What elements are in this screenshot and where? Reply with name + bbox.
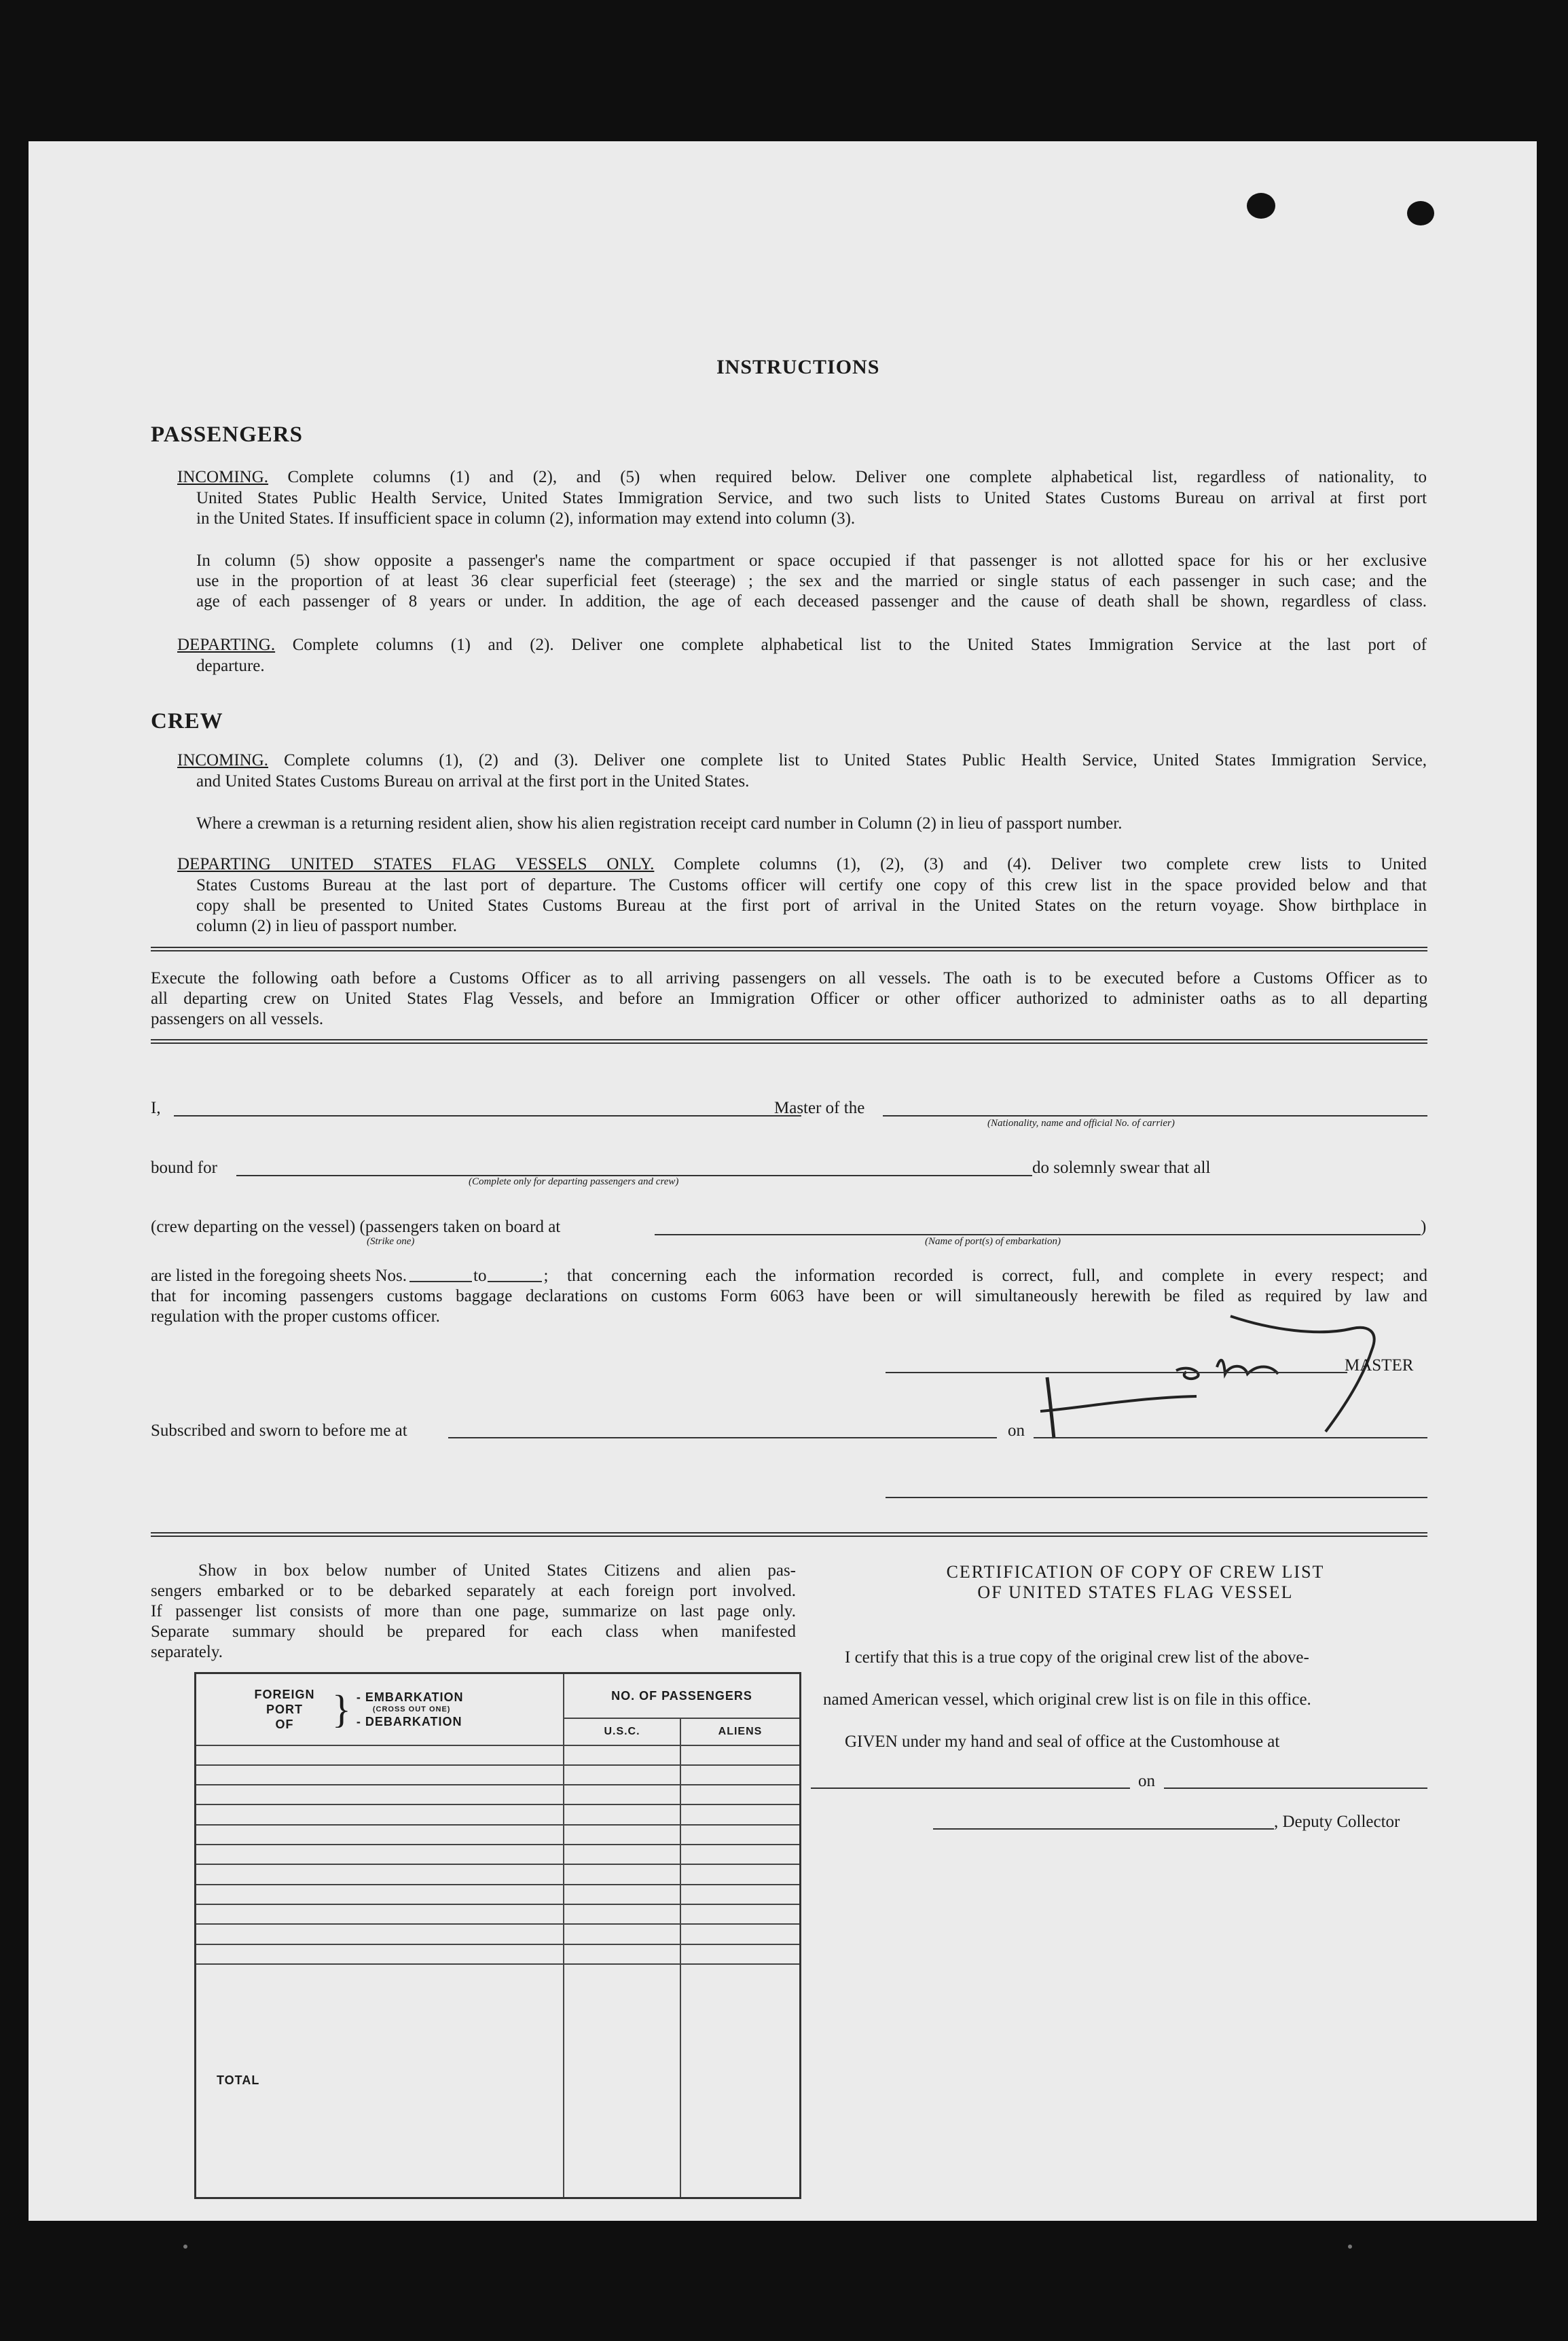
text-line: FOREIGN — [254, 1687, 315, 1701]
usc-cell[interactable] — [564, 1944, 680, 1964]
embarkation-options — [357, 1690, 464, 1729]
text-line: Execute the following oath before a Customs Officer as to all arriving passengers on all vessels. The oath is to be executed before a Customs Officer as to — [151, 969, 1427, 987]
passengers-column5-text — [196, 551, 1427, 612]
scan-speck — [183, 2245, 187, 2249]
scan-speck — [1348, 2245, 1352, 2249]
usc-cell[interactable] — [564, 1804, 680, 1824]
port-cell[interactable] — [196, 1825, 564, 1845]
text-line: copy shall be presented to United States Customs Bureau at the first port of arrival in the United States on the return voyage. Show birthplace in — [196, 896, 1427, 915]
brace-icon: } — [332, 1687, 351, 1732]
aliens-cell[interactable] — [680, 1804, 801, 1824]
swear-text: do solemnly swear that all — [1032, 1159, 1211, 1177]
table-row — [196, 1885, 801, 1904]
aliens-cell[interactable] — [680, 1924, 801, 1944]
master-name-field[interactable] — [174, 1115, 801, 1117]
passengers-departing-continuation: departure. — [196, 657, 265, 675]
deputy-collector-signature-line[interactable] — [933, 1828, 1274, 1830]
port-cell[interactable] — [196, 1904, 564, 1924]
master-of-the-label: Master of the — [774, 1099, 865, 1117]
text-line: Complete columns (1) and (2). Deliver one complete alphabetical list to the United States Immigration Service at the last port of — [292, 636, 1427, 654]
section-divider — [151, 1039, 1427, 1044]
aliens-cell[interactable] — [680, 1944, 801, 1964]
oath-intro — [151, 968, 1427, 1030]
crew-incoming-text — [177, 750, 1427, 771]
text-segment: ; that concerning each the information recorded is correct, full, and complete in every respect; and — [543, 1267, 1427, 1285]
table-row — [196, 1825, 801, 1845]
carrier-field[interactable] — [883, 1115, 1427, 1117]
certify-line-1: I certify that this is a true copy of the original crew list of the above- — [845, 1648, 1309, 1667]
passengers-departing-text — [177, 635, 1427, 655]
deputy-collector-label: , Deputy Collector — [1274, 1813, 1400, 1831]
punch-hole — [1407, 201, 1434, 225]
passengers-heading: PASSENGERS — [151, 422, 303, 447]
text-line: Complete columns (1) and (2), and (5) when required below. Deliver one complete alphabetical list, regardless of nationality, to — [287, 468, 1427, 486]
text-segment: are listed in the foregoing sheets Nos. — [151, 1267, 407, 1285]
text-line: use in the proportion of at least 36 clear superficial feet (steerage) ; the sex and the married or single status of each passenger in such case; and the — [196, 572, 1427, 590]
crew-departing-text — [177, 854, 1427, 875]
sheet-to-field[interactable] — [488, 1281, 542, 1282]
close-paren: ) — [1421, 1218, 1427, 1236]
port-cell[interactable] — [196, 1944, 564, 1964]
sheet-from-field[interactable] — [409, 1281, 472, 1282]
crew-incoming-label: INCOMING. — [177, 751, 269, 769]
table-row — [196, 1785, 801, 1804]
master-signature-line[interactable] — [886, 1372, 1347, 1373]
crew-departing-label: DEPARTING UNITED STATES FLAG VESSELS ONLY. — [177, 855, 655, 873]
aliens-cell[interactable] — [680, 1845, 801, 1864]
text-line: passengers on all vessels. — [151, 1010, 324, 1028]
passengers-incoming-text — [177, 467, 1427, 488]
text-line: column (2) in lieu of passport number. — [196, 917, 457, 935]
text-line: In column (5) show opposite a passenger's name the compartment or space occupied if that passenger is not allotted space for his or her exclusive — [196, 551, 1427, 570]
port-cell[interactable] — [196, 1745, 564, 1765]
text-line: If passenger list consists of more than one page, summarize on last page only. — [151, 1602, 796, 1620]
text-line: that for incoming passengers customs baggage declarations on customs Form 6063 have been or will simultaneously herewith be filed as required by law and — [151, 1287, 1427, 1305]
crew-departing-continuation — [196, 875, 1427, 937]
aliens-cell[interactable] — [680, 1904, 801, 1924]
text-line: United States Public Health Service, United States Immigration Service, and two such lists to United States Customs Bureau on arrival at first port — [196, 489, 1427, 507]
table-row — [196, 1924, 801, 1944]
usc-cell[interactable] — [564, 1785, 680, 1804]
table-row — [196, 1765, 801, 1785]
text-line: separately. — [151, 1643, 223, 1661]
certification-on-label: on — [1138, 1772, 1155, 1790]
text-segment: to — [473, 1267, 487, 1285]
punch-hole — [1247, 193, 1275, 219]
crew-departing-label: (crew departing on the vessel) (passengers taken on board at — [151, 1218, 561, 1236]
total-row — [196, 1964, 801, 2198]
table-row — [196, 1745, 801, 1765]
text-line: sengers embarked or to be debarked separately at each foreign port involved. — [151, 1582, 796, 1600]
embarkation-option[interactable]: - EMBARKATION — [356, 1690, 464, 1704]
certification-title — [857, 1562, 1414, 1603]
usc-total-cell[interactable] — [564, 1964, 680, 2198]
usc-cell[interactable] — [564, 1845, 680, 1864]
ports-note: (Name of port(s) of embarkation) — [925, 1236, 1061, 1247]
port-cell[interactable] — [196, 1924, 564, 1944]
text-line: OF UNITED STATES FLAG VESSEL — [977, 1582, 1294, 1602]
passenger-summary-table — [194, 1672, 801, 2199]
text-line: regulation with the proper customs officer. — [151, 1307, 440, 1326]
passengers-departing-label: DEPARTING. — [177, 636, 276, 654]
text-line: Complete columns (1), (2), (3) and (4). Deliver two complete crew lists to United — [674, 855, 1427, 873]
port-cell[interactable] — [196, 1785, 564, 1804]
master-signature — [1027, 1309, 1407, 1445]
usc-header: U.S.C. — [564, 1718, 680, 1745]
aliens-cell[interactable] — [680, 1745, 801, 1765]
subscribed-label: Subscribed and sworn to before me at — [151, 1421, 407, 1440]
crew-returning-alien-text: Where a crewman is a returning resident alien, show his alien registration receipt card number in Column (2) in lieu of passport number. — [196, 814, 1123, 833]
master-label: MASTER — [1345, 1356, 1414, 1375]
summary-note — [151, 1561, 796, 1663]
text-line: Complete columns (1), (2) and (3). Deliver one complete list to United States Public Health Service, United States Immigration Service, — [284, 751, 1427, 769]
port-cell[interactable] — [196, 1765, 564, 1785]
cross-out-note: (CROSS OUT ONE) — [372, 1705, 451, 1713]
port-cell[interactable] — [196, 1885, 564, 1904]
subscribed-place-field[interactable] — [448, 1437, 997, 1438]
text-line: age of each passenger of 8 years or under. In addition, the age of each deceased passenger and the cause of death shall be shown, regardless of class. — [196, 592, 1427, 611]
usc-cell[interactable] — [564, 1745, 680, 1765]
embarkation-ports-field[interactable] — [655, 1234, 1421, 1235]
no-of-passengers-header: NO. OF PASSENGERS — [564, 1673, 801, 1718]
nationality-note: (Nationality, name and official No. of carrier) — [987, 1118, 1175, 1129]
port-cell[interactable] — [196, 1845, 564, 1864]
given-line: GIVEN under my hand and seal of office at the Customhouse at — [845, 1732, 1280, 1751]
passengers-incoming-label: INCOMING. — [177, 468, 269, 486]
aliens-cell[interactable] — [680, 1885, 801, 1904]
aliens-header: ALIENS — [680, 1718, 801, 1745]
crew-incoming-continuation: and United States Customs Bureau on arrival at the first port in the United States. — [196, 772, 750, 791]
debarkation-option[interactable]: - DEBARKATION — [356, 1714, 462, 1728]
table-row — [196, 1804, 801, 1824]
table-row — [196, 1944, 801, 1964]
foreign-port-label — [244, 1687, 325, 1732]
text-line: CERTIFICATION OF COPY OF CREW LIST — [946, 1562, 1325, 1582]
total-label: TOTAL — [217, 2073, 260, 2088]
aliens-cell[interactable] — [680, 1765, 801, 1785]
text-line: OF — [275, 1717, 294, 1731]
aliens-cell[interactable] — [680, 1864, 801, 1884]
port-cell[interactable] — [196, 1864, 564, 1884]
oath-i-label: I, — [151, 1099, 161, 1117]
port-cell[interactable] — [196, 1804, 564, 1824]
usc-cell[interactable] — [564, 1825, 680, 1845]
listed-line-1 — [151, 1266, 1427, 1286]
bound-for-label: bound for — [151, 1159, 217, 1177]
complete-only-note: (Complete only for departing passengers and crew) — [469, 1176, 679, 1187]
usc-cell[interactable] — [564, 1904, 680, 1924]
text-line: Separate summary should be prepared for each class when manifested — [151, 1622, 796, 1641]
crew-heading: CREW — [151, 709, 223, 733]
text-line: in the United States. If insufficient space in column (2), information may extend into column (3). — [196, 509, 856, 528]
table-row — [196, 1845, 801, 1864]
table-row — [196, 1904, 801, 1924]
text-line: PORT — [266, 1702, 303, 1716]
instructions-title: INSTRUCTIONS — [716, 356, 880, 378]
officer-signature-line[interactable] — [886, 1497, 1427, 1498]
port-header — [196, 1673, 564, 1745]
aliens-total-cell[interactable] — [680, 1964, 801, 2198]
section-divider — [151, 1532, 1427, 1537]
subscribed-on-label: on — [1008, 1421, 1025, 1440]
usc-cell[interactable] — [564, 1885, 680, 1904]
strike-one-note: (Strike one) — [367, 1236, 415, 1247]
certify-line-2: named American vessel, which original crew list is on file in this office. — [823, 1690, 1311, 1709]
text-line: all departing crew on United States Flag Vessels, and before an Immigration Officer or other officer authorized to administer oaths as to all departing — [151, 990, 1427, 1008]
text-line: Show in box below number of United States Citizens and alien pas- — [198, 1561, 796, 1580]
table-row — [196, 1864, 801, 1884]
subscribed-date-field[interactable] — [1034, 1437, 1427, 1438]
usc-cell[interactable] — [564, 1765, 680, 1785]
passengers-incoming-continuation — [196, 488, 1427, 529]
document-page — [29, 141, 1537, 2221]
text-line: States Customs Bureau at the last port of departure. The Customs officer will certify one copy of this crew list in the space provided below and that — [196, 876, 1427, 894]
aliens-cell[interactable] — [680, 1825, 801, 1845]
section-divider — [151, 947, 1427, 951]
total-label-cell — [196, 1964, 564, 2198]
certification-date-field[interactable] — [1164, 1787, 1427, 1789]
usc-cell[interactable] — [564, 1924, 680, 1944]
aliens-cell[interactable] — [680, 1785, 801, 1804]
usc-cell[interactable] — [564, 1864, 680, 1884]
customhouse-field[interactable] — [811, 1787, 1130, 1789]
